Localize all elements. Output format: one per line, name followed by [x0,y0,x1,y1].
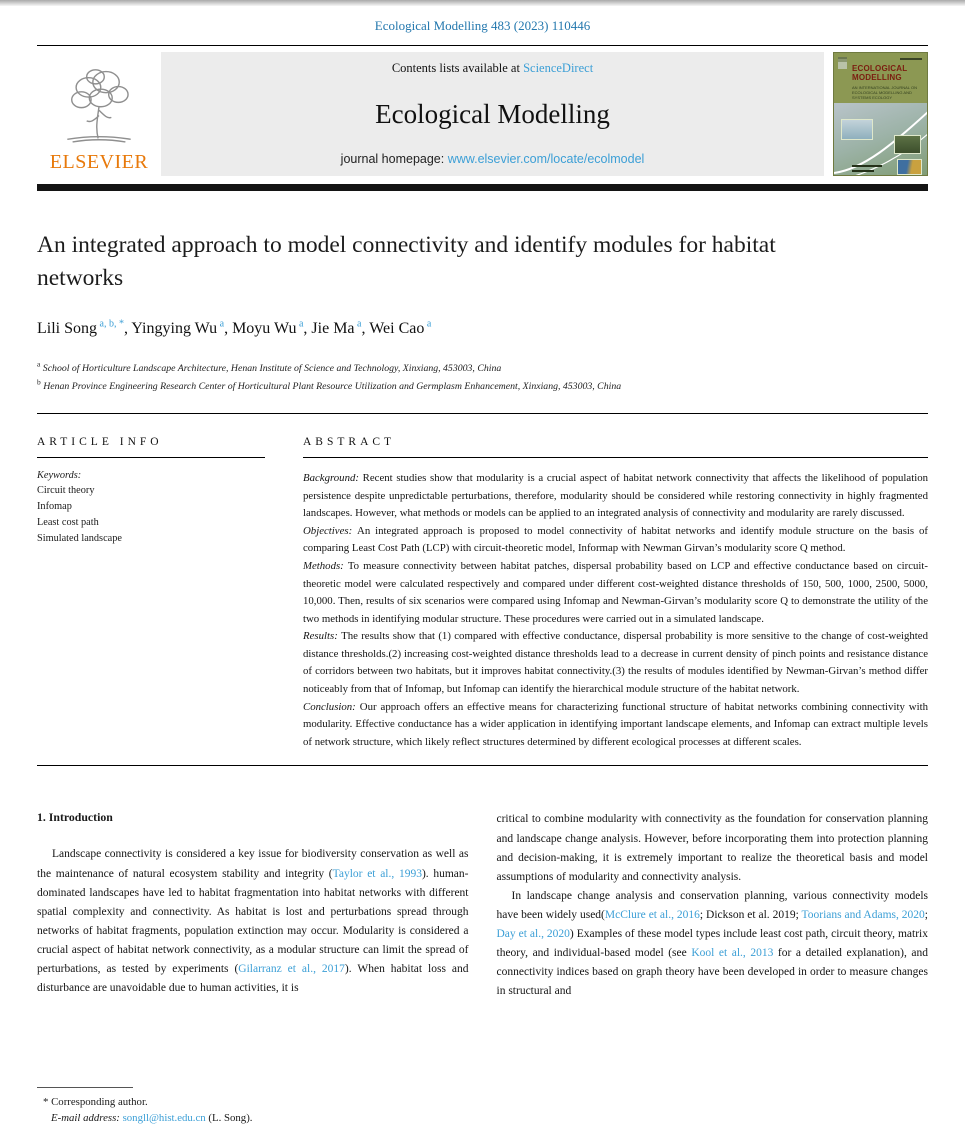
citation-link[interactable]: Gilarranz et al., 2017 [238,962,345,975]
article-info-rule [37,457,265,458]
keyword-item: Infomap [37,500,72,512]
paragraph: Landscape connectivity is considered a key issue for biodiversity conservation as well as the maintenance of natural ecosystem stability and integrity (Taylor et al., 1993). human-dominated landscapes have led to habitat fragmentation into habitat networks with different spatial complexity and connectivity. As habitat is lost and perturbations spread through networks of habitat fragments, population extinction may occur. Modularity is considered a crucial aspect of habitat network connectivity, as a modular structure can limit the spread of perturbations, as tested by experiments (Gilarranz et al., 2017). When habitat loss and disturbance are unavoidable due to human activities, it is [37,848,469,994]
abstract-section: Methods: To measure connectivity between habitat patches, dispersal probability based on LCP and effective conductance based on circuit-theoretic model were calculated respectively and compared under different cost-weighted distance thresholds of 150, 500, 1000, 2500, 5000, 10,000. Then, results of six scenarios were compared using Infomap and Newman-Girvan’s modularity score Q to demonstrate the utility of the two methods in identifying modular structure. These procedures were carried out in a simulated landscape. [303,559,928,625]
author-name: Jie Ma $^a$, [311,318,370,337]
author-affiliation-marker[interactable]: a, b, * [97,318,124,330]
intro-right-column [497,810,929,1001]
author-name: Moyu Wu $^a$, [232,318,312,337]
author-list [37,320,928,338]
intro-left-paragraphs [37,845,469,998]
author-affiliation-marker[interactable]: a [424,318,432,330]
abstract-section: Background: Recent studies show that modularity is a crucial aspect of habitat network connectivity that affects the likelihood of population persistence despite unpredictable perturbations, therefore, modularity should be considered while restoring connectivity in highly fragmented landscapes. However, what methods or models can be applied to an integrated analysis of connectivity and modularity are rarely discussed. [303,471,928,520]
journal-citation-link[interactable]: Ecological Modelling 483 (2023) 110446 [374,18,591,33]
citation-link[interactable]: McClure et al., 2016 [604,908,700,921]
footnote [37,1087,467,1127]
abstract-section: Conclusion: Our approach offers an effective means for characterizing functional structure of habitat networks combining connectivity with modularity. Effective conductance has a wider application in identifying important landscape elements, and Infomap can extract multiple levels of network structure, which likely reflect structures determined by different ecological processes at different scales. [303,700,929,748]
window-top-edge [0,0,965,6]
author-affiliation-marker[interactable]: a [296,318,304,330]
intro-right-paragraphs [497,810,929,1001]
cover-photo-2 [894,135,921,154]
elsevier-wordmark: ELSEVIER [49,151,149,173]
citation-link[interactable]: Day et al., 2020 [496,927,570,940]
elsevier-tree-icon [55,59,143,151]
citation-link[interactable]: songll@hist.edu.cn [122,1112,206,1125]
cover-issn-mark [900,58,922,60]
introduction-heading: 1. Introduction [37,810,113,825]
cover-photo-1 [841,119,873,140]
author-name: Wei Cao $^a$ [369,318,432,337]
citation-link[interactable]: Toorians and Adams, 2020 [801,908,925,921]
keyword-item: Circuit theory [37,484,95,496]
author-affiliation-marker[interactable]: a [217,318,225,330]
intro-left-column [37,810,469,1001]
introduction-section [37,810,928,1001]
elsevier-logo [37,52,161,176]
keywords-label: Keywords: [37,469,82,481]
paragraph: critical to combine modularity with connectivity as the foundation for conservation planning and landscape change analysis. However, before incorporating them into protection planning and decision-making, it is extremely important to realize the theoretical basis and model assumptions of modularity and connectivity analysis. [496,813,928,883]
keywords-list [37,483,265,547]
cover-editor-line [852,165,882,167]
abstract-section: Results: The results show that (1) compared with effective conductance, dispersal probability is more sensitive to the change of cost-weighted distance thresholds.(2) increasing cost-weighted distance thresholds lead to a decrease in current density of pinch points and resistance distance of corridors between two habitats, but it improves habitat connectivity.(3) the results of modules identified by Newman-Girvan’s method differ noticeably from that of Infomap, but Infomap can identify the hierarchical module structure of the habitat network. [303,630,928,696]
paragraph: In landscape change analysis and conservation planning, various connectivity models have been widely used(McClure et al., 2016; Dickson et al. 2019; Toorians and Adams, 2020; Day et al., 2020) Examples of these model types include least cost path, circuit theory, matrix theory, and individual-based model (see Kool et al., 2013 for a detailed explanation), and connectivity indices based on graph theory have been developed in order to measure changes in structural and [496,889,928,998]
author-affiliation-marker[interactable]: a [354,318,362,330]
cover-subtitle: AN INTERNATIONAL JOURNAL ON ECOLOGICAL MODELLING AND SYSTEMS ECOLOGY [852,85,917,101]
affiliation-line: $^b$ Henan Province Engineering Research Center of Horticultural Plant Resource Utilization and Germplasm Enhancement, Xinxiang, 453003, China [37,378,622,393]
author-name: Yingying Wu $^a$, [131,318,233,337]
article-title: An integrated approach to model connectivity and identify modules for habitat networks [37,232,776,292]
citation-link[interactable]: Kool et al., 2013 [691,946,774,959]
paragraph: E-mail address: songll@hist.edu.cn (L. Song). [51,1112,253,1125]
affiliation-line: $^a$ School of Horticulture Landscape Architecture, Henan Institute of Science and Technology, Xinxiang, 453003, China [37,359,502,374]
italic-text: E-mail address: [51,1112,123,1125]
article-info-column [37,436,265,752]
abstract-body [303,470,928,752]
info-abstract-section [37,436,928,752]
header-rule [37,45,928,46]
footnote-rule [37,1087,133,1088]
journal-cover-thumbnail [833,52,928,176]
footnote-lines [37,1094,467,1127]
contents-line [392,61,593,76]
masthead-bottom-bar [37,184,928,191]
cover-title: ECOLOGICAL MODELLING [852,64,908,82]
citation-link[interactable]: Taylor et al., 1993 [332,867,422,880]
journal-header-band [161,52,824,176]
keyword-item: Simulated landscape [37,532,122,544]
keyword-item: Least cost path [37,516,99,528]
article-info-heading: ARTICLE INFO [37,435,163,448]
contents-label: Contents lists available at [391,61,520,75]
homepage-url-link[interactable]: www.elsevier.com/locate/ecolmodel [447,152,645,166]
cover-emblem-icon [838,57,847,69]
affiliation-list [37,360,928,397]
cover-photo-3 [897,159,922,175]
title-block-rule [37,413,928,414]
abstract-column [303,436,928,752]
journal-title: Ecological Modelling [375,98,610,129]
homepage-label: journal homepage: [340,152,445,166]
abstract-section: Objectives: An integrated approach is proposed to model connectivity of habitat networks and identify module structure on the basis of comparing Least Cost Path (LCP) with circuit-theoretic model, Informap with Newman Girvan’s modularity score Q method. [303,524,928,555]
journal-masthead [37,52,928,176]
sciencedirect-link[interactable]: ScienceDirect [523,61,594,75]
cover-editor-name [852,170,874,172]
abstract-rule [303,457,928,458]
abstract-bottom-rule [37,765,928,766]
author-name: Lili Song $^{a, b, *}$, [37,318,132,337]
homepage-line [341,152,645,166]
abstract-heading: ABSTRACT [303,435,396,448]
paragraph: * Corresponding author. [43,1095,148,1108]
